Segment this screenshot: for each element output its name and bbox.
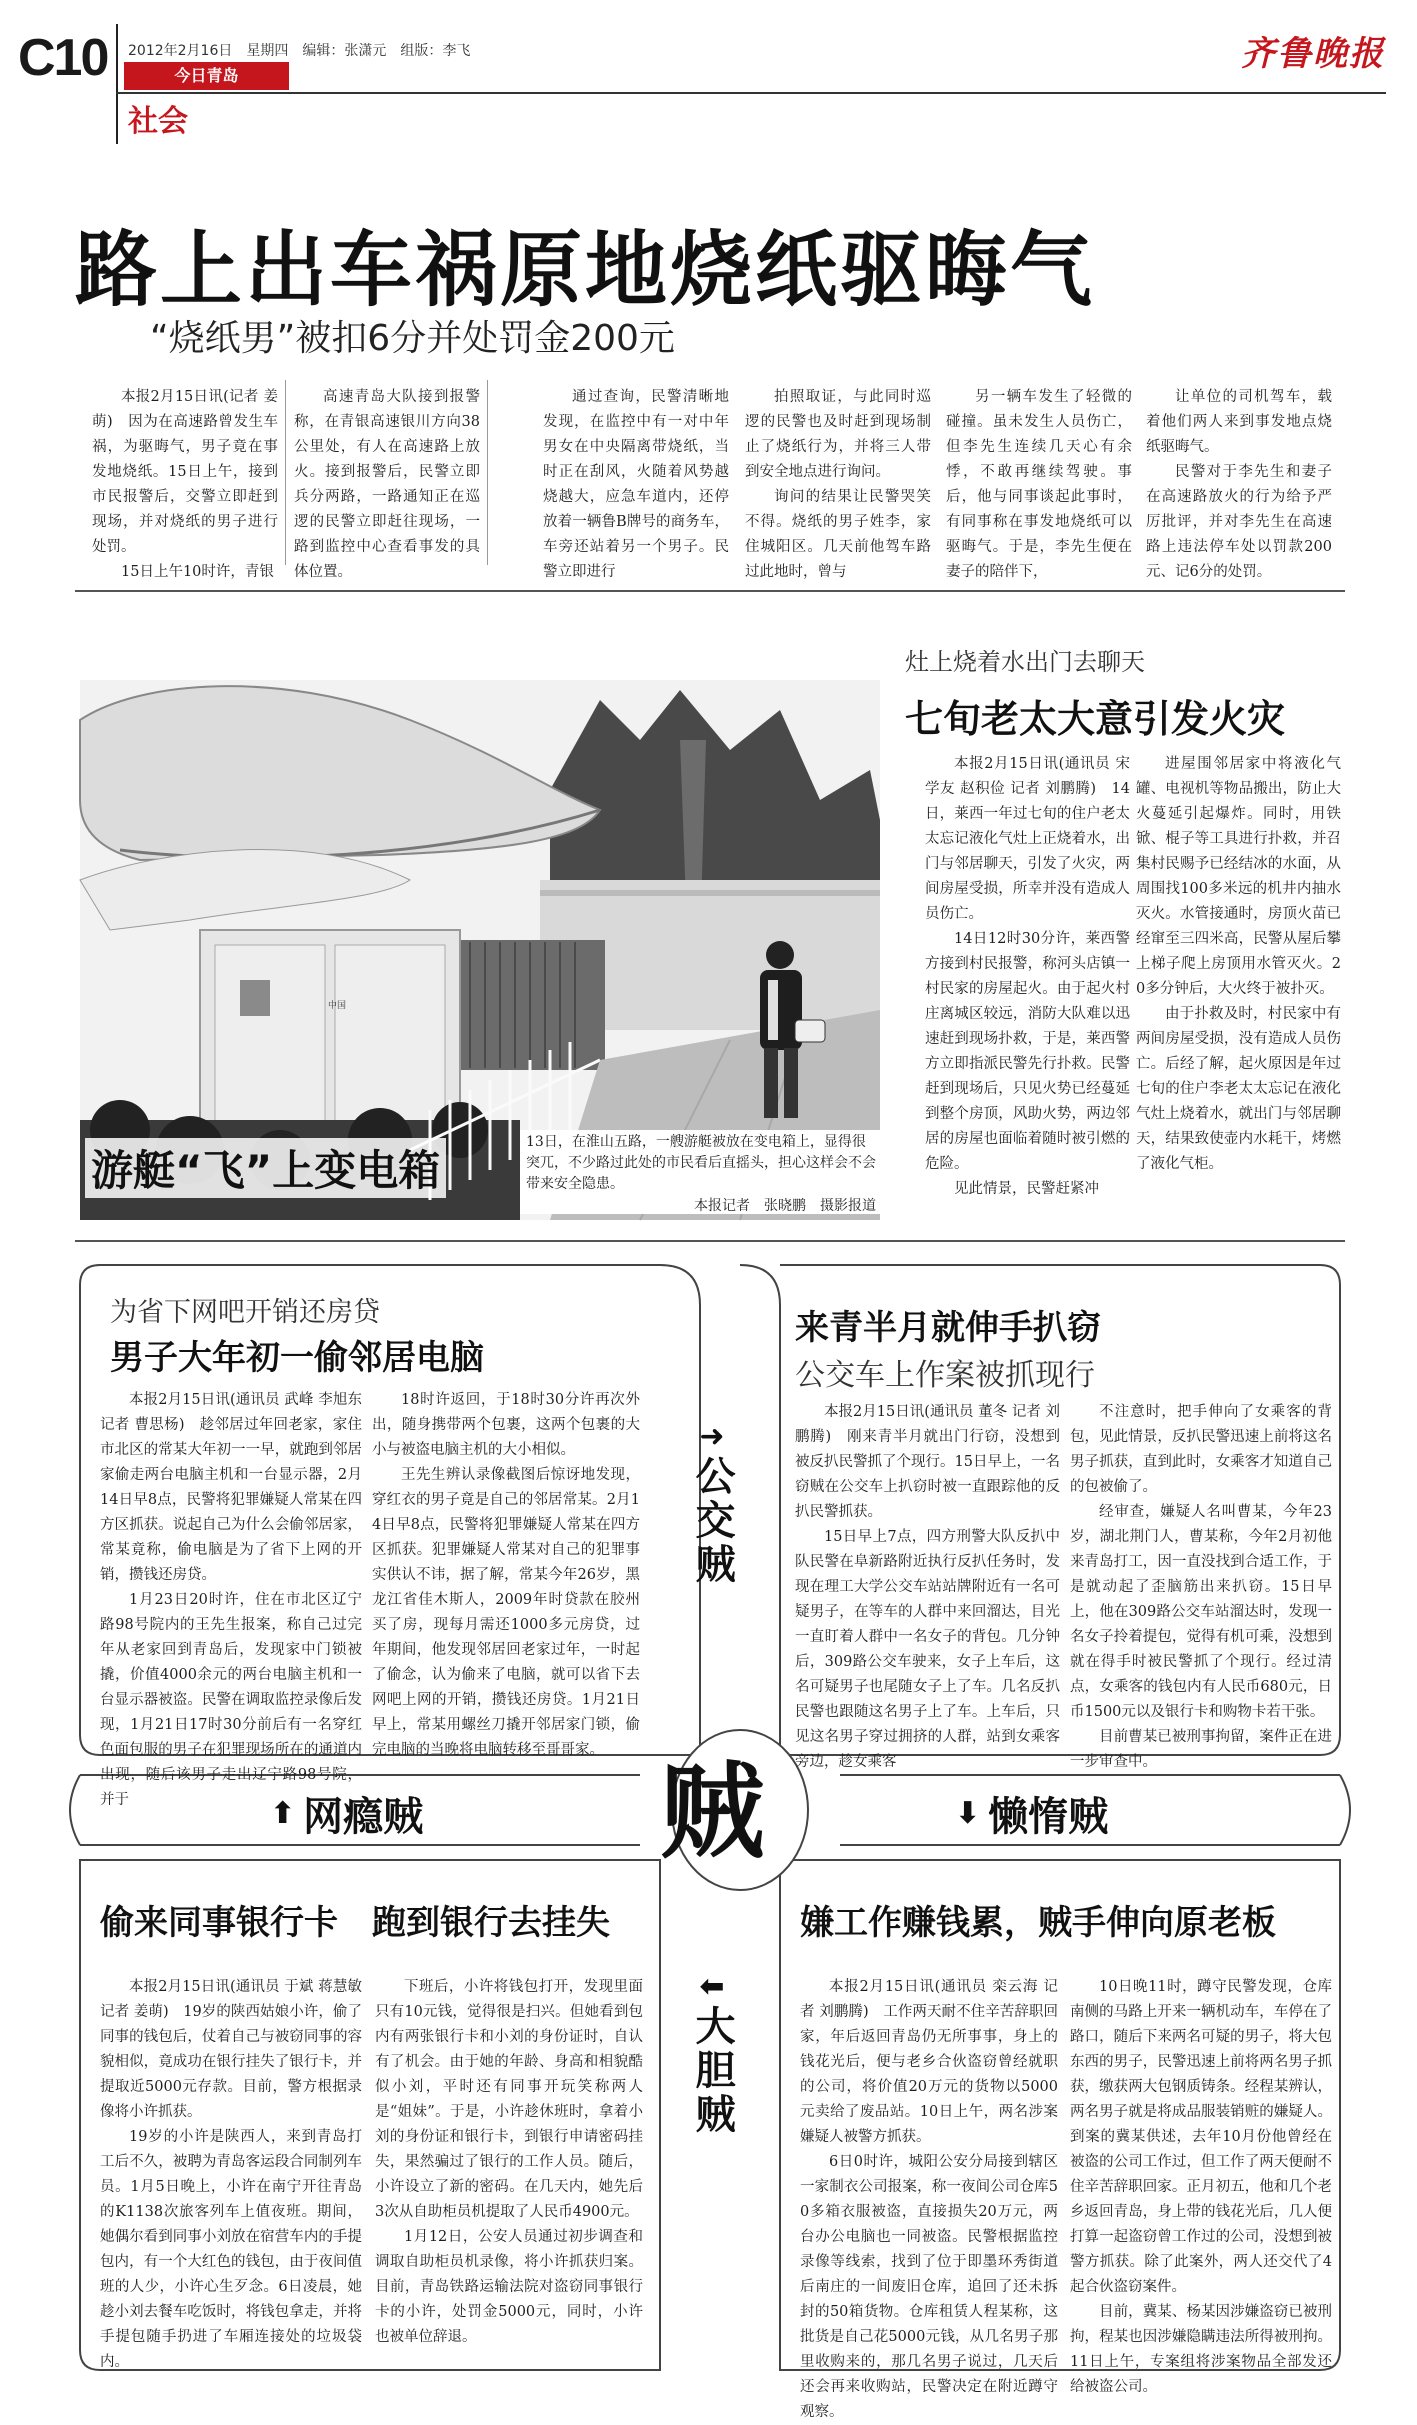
internet-thief-column-2: 18时许返回，于18时30分许再次外出，随身携带两个包裹，这两个包裹的大小与被盗电脑主机的大小相似。 王先生辨认录像截图后惊讶地发现，穿红衣的男子竟是自己的邻居常某。2月14日早8点，民警将犯罪嫌疑人常某在四方区抓获。犯罪嫌疑人常某对自己的犯罪事实供认不讳，据了解，常某今年26岁，黑龙江省佳木斯人，2009年时贷款在胶州买了房，现每月需还1000多元房贷，过年期间，他发现邻居回老家过年，一时起了偷念，认为偷来了电脑，就可以省下去网吧上网的开销，攒钱还房贷。1月21日早上，常某用螺丝刀撬开邻居家门锁，偷完电脑的当晚将电脑转移至哥哥家。 (372, 1388, 640, 1743)
bus-thief-column-1: 本报2月15日讯(通讯员 董冬 记者 刘鹏腾) 刚来青半月就出门行窃，没想到被反扒民警抓了个现行。15日早上，一名窃贼在公交车上扒窃时被一直跟踪他的反扒民警抓获。 15日早上7点，四方刑警大队反扒中队民警在阜新路附近执行反扒任务时，发现在理工大学公交车站站牌附近有一名可疑男子，在等车的人群中来回溜达，目光一直盯着人群中一名女子的背包。几分钟后，309路公交车驶来，女子上车后，这名可疑男子也尾随女子上了车。几名反扒民警也跟随这名男子上了车。上车后，只见这名男子穿过拥挤的人群，站到女乘客旁边，趁女乘客 (795, 1400, 1060, 1745)
paragraph: 经审查，嫌疑人名叫曹某，今年23岁，湖北荆门人，曹某称，今年2月初他来青岛打工，因一直没找到合适工作，于是就动起了歪脑筋出来扒窃。15日早上，他在309路公交车站溜达时，发现一名女子拎着提包，觉得有机可乘，没想到就在得手时被民警抓了个现行。经过清点，女乘客的钱包内有人民币680元，日币1500元以及银行卡和购物卡若干张。 (1070, 1504, 1332, 1720)
paragraph: 民警对于李先生和妻子在高速路放火的行为给予严厉批评，并对李先生在高速路上违法停车处以罚款200元、记6分的处罚。 (1146, 464, 1332, 580)
paragraph: 6日0时许，城阳公安分局接到辖区一家制衣公司报案，称一夜间公司仓库50多箱衣服被盗，直接损失20万元，两台办公电脑也一同被盗。民警根据监控录像等线索，找到了位于即墨环秀街道后南庄的一间废旧仓库，追回了还未拆封的50箱货物。仓库租赁人程某称，这批货是自己花5000元钱，从几名男子那里收购来的，那几名男子说过，几天后还会再来收购站，民警决定在附近蹲守观察。 (800, 2154, 1058, 2420)
internet-thief-headline: 男子大年初一偷邻居电脑 (110, 1338, 484, 1378)
photo-credit: 本报记者 张晓鹏 摄影报道 (694, 1198, 876, 1214)
lead-column-3: 通过查询，民警清晰地发现，在监控中有一对中年男女在中央隔离带烧纸，当时正在刮风，火随着风势越烧越大，应急车道内，还停放着一辆鲁B牌号的商务车，车旁还站着另一个男子。民警立即进行 (543, 389, 729, 580)
section-tab: 今日青岛 (124, 62, 289, 90)
paragraph: 见此情景，民警赶紧冲 (954, 1181, 1099, 1197)
lazy-thief-column-2: 10日晚11时，蹲守民警发现，仓库南侧的马路上开来一辆机动车，车停在了路口，随后下来两名可疑的男子，将大包东西的男子，民警迅速上前将两名男子抓获，缴获两大包钢质铸条。经程某辨认，两名男子就是将成品服装销赃的嫌疑人。到案的冀某供述，去年10月份他曾经在被盗的公司工作过，但工作了两天便耐不住辛苦辞职回家。正月初五，他和几个老乡返回青岛，身上带的钱花光后，几人便打算一起盗窃曾工作过的公司，没想到被警方抓获。除了此案外，两人还交代了4起合伙盗窃案件。 目前，冀某、杨某因涉嫌盗窃已被刑拘，程某也因涉嫌隐瞒违法所得被刑拘。11日上午，专案组将涉案物品全部发还给被盗公司。 (1070, 1975, 1332, 2355)
label-bold-thief: ⬅ 大胆贼 (689, 1969, 735, 2137)
paragraph: 14日12时30分许，莱西警方接到村民报警，称河头店镇一村民家的房屋起火。由于起火村庄离城区较远，消防大队难以迅速赶到现场扑救，于是，莱西警方立即指派民警先行扑救。民警赶到现场后，只见火势已经蔓延到整个房顶，风助火势，两边邻居的房屋也面临着随时被引燃的危险。 (925, 931, 1130, 1172)
transformer-sign: 中国 (328, 1001, 347, 1011)
fire-story-column-1: 本报2月15日讯(通讯员 宋学友 赵积俭 记者 刘鹏腾) 14日，莱西一年过七旬的住户老太太忘记液化气灶上正烧着水，出门与邻居聊天，引发了火灾，两间房屋受损，所幸并没有造成人员伤亡。 14日12时30分许，莱西警方接到村民报警，称河头店镇一村民家的房屋起火。由于起火村庄离城区较远，消防大队难以迅速赶到现场扑救，于是，莱西警方立即指派民警先行扑救。民警赶到现场后，只见火势已经蔓延到整个房顶，风助火势，两边邻居的房屋也面临着随时被引燃的危险。 见此情景，民警赶紧冲 (925, 752, 1130, 1227)
lead-subheadline: “烧纸男”被扣6分并处罚金200元 (150, 318, 675, 359)
arrow-left-icon: ⬅ (699, 1969, 725, 2004)
photo-headline: 游艇“飞”上变电箱 (85, 1138, 446, 1198)
newspaper-masthead: 齐鲁晚报 (1241, 34, 1385, 74)
paragraph: 15日上午10时许，青银 (121, 564, 274, 580)
paragraph: 1月23日20时许，住在市北区辽宁路98号院内的王先生报案，称自己过完年从老家回到青岛后，发现家中门锁被撬，价值4000余元的两台电脑主机和一台显示器被盗。民警在调取监控录像后发现，1月21日17时30分前后有一名穿红色面包服的男子在犯罪现场所在的通道内出现，随后该男子走出辽宁路98号院，并于 (100, 1592, 362, 1808)
internet-thief-kicker: 为省下网吧开销还房贷 (110, 1297, 380, 1328)
bus-thief-headline: 来青半月就伸手扒窃 (795, 1308, 1101, 1348)
lazy-thief-headline: 嫌工作赚钱累，贼手伸向原老板 (800, 1903, 1276, 1943)
lead-column-4: 拍照取证，与此同时巡逻的民警也及时赶到现场制止了烧纸行为，并将三人带到安全地点进行询问。 询问的结果让民警哭笑不得。烧纸的男子姓李，家住城阳区。几天前他驾车路过此地时，曾与 (745, 385, 931, 575)
paragraph: 目前，冀某、杨某因涉嫌盗窃已被刑拘，程某也因涉嫌隐瞒违法所得被刑拘。11日上午，专案组将涉案物品全部发还给被盗公司。 (1070, 2304, 1332, 2395)
label-bus-thief: ➜ 公交贼 (689, 1419, 735, 1587)
arrow-down-icon: ⬇ (955, 1796, 981, 1831)
paragraph: 1月12日，公安人员通过初步调查和调取自助柜员机录像，将小许抓获归案。目前，青岛铁路运输法院对盗窃同事银行卡的小许，处罚金5000元，同时，小许也被单位辞退。 (375, 2229, 643, 2345)
paragraph: 询问的结果让民警哭笑不得。烧纸的男子姓李，家住城阳区。几天前他驾车路过此地时，曾与 (745, 489, 931, 580)
lead-column-6: 让单位的司机驾车，载着他们两人来到事发地点烧纸驱晦气。 民警对于李先生和妻子在高速路放火的行为给予严厉批评，并对李先生在高速路上违法停车处以罚款200元、记6分的处罚。 (1146, 385, 1332, 575)
bus-thief-subheadline: 公交车上作案被抓现行 (795, 1358, 1095, 1393)
lead-column-2: 高速青岛大队接到报警称，在青银高速银川方向38公里处，有人在高速路上放火。接到报警后，民警立即兵分两路，一路通知正在巡逻的民警立即赶往现场，一路到监控中心查看事发的具体位置。 (294, 389, 480, 580)
lead-column-1: 本报2月15日讯(记者 姜萌) 因为在高速路曾发生车祸，为驱晦气，男子竟在事发地烧纸。15日上午，接到市民报警后，交警立即赶到现场，并对烧纸的男子进行处罚。 15日上午10时许，青银 (92, 385, 278, 575)
arrow-up-icon: ⬆ (270, 1796, 296, 1831)
paragraph: 目前曹某已被刑事拘留，案件正在进一步审查中。 (1070, 1729, 1332, 1770)
internet-thief-column-1: 本报2月15日讯(通讯员 武峰 李旭东 记者 曹思杨) 趁邻居过年回老家，家住市北区的常某大年初一一早，就跑到邻居家偷走两台电脑主机和一台显示器，2月14日早8点，民警将犯罪嫌疑人常某在四方区抓获。说起自己为什么会偷邻居家，常某竟称，偷电脑是为了省下上网的开销，攒钱还房贷。 1月23日20时许，住在市北区辽宁路98号院内的王先生报案，称自己过完年从老家回到青岛后，发现家中门锁被撬，价值4000余元的两台电脑主机和一台显示器被盗。民警在调取监控录像后发现，1月21日17时30分前后有一名穿红色面包服的男子在犯罪现场所在的通道内出现，随后该男子走出辽宁路98号院，并于 (100, 1388, 362, 1743)
arrow-right-icon: ➜ (699, 1419, 725, 1454)
fire-story-headline: 七旬老太大意引发火灾 (905, 697, 1286, 741)
thief-center-character: 贼 (660, 1751, 765, 1873)
lead-headline: 路上出车祸原地烧纸驱晦气 (75, 223, 1096, 318)
lazy-thief-column-1: 本报2月15日讯(通讯员 栾云海 记者 刘鹏腾) 工作两天耐不住辛苦辞职回家，年后返回青岛仍无所事事，身上的钱花光后，便与老乡合伙盗窃曾经就职的公司，将价值20万元的货物以5000元卖给了废品站。10日上午，两名涉案嫌疑人被警方抓获。 6日0时许，城阳公安分局接到辖区一家制衣公司报案，称一夜间公司仓库50多箱衣服被盗，直接损失20万元，两台办公电脑也一同被盗。民警根据监控录像等线索，找到了位于即墨环秀街道后南庄的一间废旧仓库，追回了还未拆封的50箱货物。仓库租赁人程某称，这批货是自己花5000元钱，从几名男子那里收购来的，那几名男子说过，几天后还会再来收购站，民警决定在附近蹲守观察。 (800, 1975, 1058, 2355)
photo-caption: 13日，在淮山五路，一艘游艇被放在变电箱上，显得很突兀，不少路过此处的市民看后直摇头，担心这样会不会带来安全隐患。 (526, 1134, 876, 1192)
lead-column-5: 另一辆车发生了轻微的碰撞。虽未发生人员伤亡，但李先生连续几天心有余悸，不敢再继续驾驶。事后，他与同事谈起此事时，有同事称在事发地烧纸可以驱晦气。于是，李先生便在妻子的陪伴下， (946, 389, 1132, 580)
label-internet-thief: ⬆ 网瘾贼 (270, 1794, 424, 1840)
bold-thief-column-1: 本报2月15日讯(通讯员 于斌 蒋慧敏 记者 姜萌) 19岁的陕西姑娘小许，偷了同事的钱包后，仗着自己与被窃同事的容貌相似，竟成功在银行挂失了银行卡，并提取近5000元存款。目前，警方根据录像将小许抓获。 19岁的小许是陕西人，来到青岛打工后不久，被聘为青岛客运段合同制列车员。1月5日晚上，小许在南宁开往青岛的K1138次旅客列车上值夜班。期间，她偶尔看到同事小刘放在宿营车内的手提包内，有一个大红色的钱包，由于夜间值班的人少，小许心生歹念。6日凌晨，她趁小刘去餐车吃饭时，将钱包拿走，并将手提包随手扔进了车厢连接处的垃圾袋内。 (100, 1975, 362, 2355)
fire-story-column-2: 进屋围邻居家中将液化气罐、电视机等物品搬出，防止大火蔓延引起爆炸。同时，用铁锨、棍子等工具进行扑救，并召集村民赐予已经结冰的水面，从周围找100多米远的机井内抽水灭火。水管接通时，房顶火苗已经窜至三四米高，民警从屋后攀上梯子爬上房顶用水管灭火。20多分钟后，大火终于被扑灭。 由于扑救及时，村民家中有两间房屋受损，没有造成人员伤亡。后经了解，起火原因是年过七旬的住户李老太太忘记在液化气灶上烧着水，就出门与邻居聊天，结果致使壶内水耗干，烤燃了液化气柜。 (1136, 752, 1341, 1227)
label-lazy-thief: ⬇ 懒惰贼 (955, 1794, 1109, 1840)
fire-story-kicker: 灶上烧着水出门去聊天 (905, 648, 1145, 676)
paragraph: 19岁的小许是陕西人，来到青岛打工后不久，被聘为青岛客运段合同制列车员。1月5日晚上，小许在南宁开往青岛的K1138次旅客列车上值夜班。期间，她偶尔看到同事小刘放在宿营车内的手提包内，有一个大红色的钱包，由于夜间值班的人少，小许心生歹念。6日凌晨，她趁小刘去餐车吃饭时，将钱包拿走，并将手提包随手扔进了车厢连接处的垃圾袋内。 (100, 2129, 362, 2370)
paragraph: 由于扑救及时，村民家中有两间房屋受损，没有造成人员伤亡。后经了解，起火原因是年过七旬的住户李老太太忘记在液化气灶上烧着水，就出门与邻居聊天，结果致使壶内水耗干，烤燃了液化气柜。 (1136, 1006, 1341, 1172)
section-name: 社会 (128, 104, 188, 139)
bold-thief-column-2: 下班后，小许将钱包打开，发现里面只有10元钱，觉得很是扫兴。但她看到包内有两张银行卡和小刘的身份证时，自认有了机会。由于她的年龄、身高和相貌酷似小刘，平时还有同事开玩笑称两人是“姐妹”。于是，小许趁休班时，拿着小刘的身份证和银行卡，到银行申请密码挂失，果然骗过了银行的工作人员。随后，小许设立了新的密码。在几天内，她先后3次从自助柜员机提取了人民币4900元。 1月12日，公安人员通过初步调查和调取自助柜员机录像，将小许抓获归案。目前，青岛铁路运输法院对盗窃同事银行卡的小许，处罚金5000元，同时，小许也被单位辞退。 (375, 1975, 643, 2355)
paragraph: 王先生辨认录像截图后惊讶地发现，穿红衣的男子竟是自己的邻居常某。2月14日早8点，民警将犯罪嫌疑人常某在四方区抓获。犯罪嫌疑人常某对自己的犯罪事实供认不讳，据了解，常某今年26岁，黑龙江省佳木斯人，2009年时贷款在胶州买了房，现每月需还1000多元房贷，过年期间，他发现邻居回老家过年，一时起了偷念，认为偷来了电脑，就可以省下去网吧上网的开销，攒钱还房贷。1月21日早上，常某用螺丝刀撬开邻居家门锁，偷完电脑的当晚将电脑转移至哥哥家。 (372, 1467, 640, 1758)
date-editor-line: 2012年2月16日 星期四 编辑：张潇元 组版：李飞 (128, 43, 471, 59)
paragraph: 15日早上7点，四方刑警大队反扒中队民警在阜新路附近执行反扒任务时，发现在理工大学公交车站站牌附近有一名可疑男子，在等车的人群中来回溜达，目光一直盯着人群中一名女子的背包。几分钟后，309路公交车驶来，女子上车后，这名可疑男子也尾随女子上了车。几名反扒民警也跟随这名男子上了车。上车后，只见这名男子穿过拥挤的人群，站到女乘客旁边，趁女乘客 (795, 1529, 1060, 1770)
bold-thief-headline: 偷来同事银行卡 跑到银行去挂失 (100, 1903, 610, 1943)
page-number: C10 (18, 29, 108, 87)
bus-thief-column-2: 不注意时，把手伸向了女乘客的背包，见此情景，反扒民警迅速上前将这名男子抓获，直到此时，女乘客才知道自己的包被偷了。 经审查，嫌疑人名叫曹某，今年23岁，湖北荆门人，曹某称，今年2月初他来青岛打工，因一直没找到合适工作，于是就动起了歪脑筋出来扒窃。15日早上，他在309路公交车站溜达时，发现一名女子拎着提包，觉得有机可乘，没想到就在得手时被民警抓了个现行。经过清点，女乘客的钱包内有人民币680元，日币1500元以及银行卡和购物卡若干张。 目前曹某已被刑事拘留，案件正在进一步审查中。 (1070, 1400, 1332, 1745)
